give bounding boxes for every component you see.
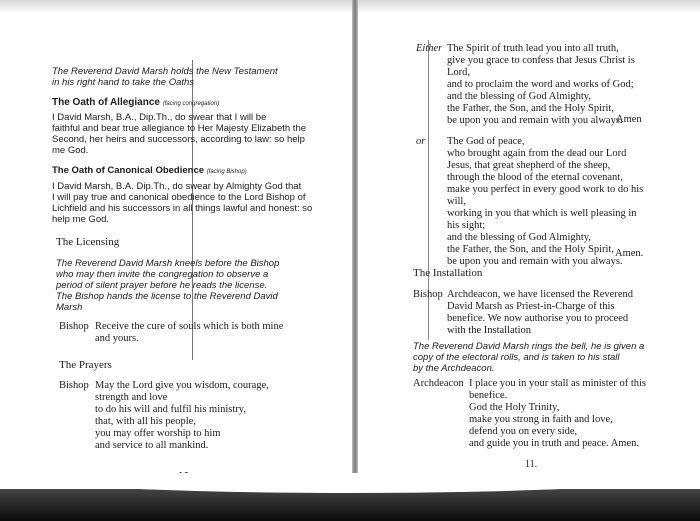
allegiance-line: me God. <box>52 145 89 156</box>
canonical-note: (facing Bishop) <box>206 169 247 175</box>
either-line: The Spirit of truth lead you into all truth, <box>447 43 619 54</box>
or-line: working in you that which is well pleasing in <box>447 208 637 219</box>
either-label: Either <box>416 43 443 54</box>
installation-line: with the Installation <box>447 325 531 336</box>
licensing-speaker: Bishop <box>59 321 89 332</box>
either-line: and the blessing of God Almighty, <box>447 91 591 102</box>
allegiance-heading <box>52 97 219 108</box>
prayers-line: you may offer worship to him <box>95 428 221 439</box>
archdeacon-line: defend you on every side, <box>469 426 578 437</box>
or-line: Jesus, that great shepherd of the sheep, <box>447 160 611 171</box>
allegiance-note: (facing congregation) <box>162 101 220 107</box>
allegiance-line: faithful and bear true allegiance to Her Majesty Elizabeth the <box>52 123 307 134</box>
or-line: through the blood of the eternal covenant, <box>447 172 623 183</box>
prayers-speaker: Bishop <box>59 380 89 391</box>
installation-line: Archdeacon, we have licensed the Reverend <box>447 289 633 300</box>
either-line: the Father, the Son, and the Holy Spirit, <box>447 103 614 114</box>
scan-shadow-top <box>0 0 700 14</box>
archdeacon-speaker: Archdeacon <box>413 378 464 389</box>
either-line: and to proclaim the word and works of God; <box>447 79 634 90</box>
allegiance-line: I David Marsh, B.A., Dip.Th., do swear that I will be <box>52 112 267 123</box>
prayers-heading: The Prayers <box>59 359 112 371</box>
either-line: be upon you and remain with you always. <box>447 115 623 126</box>
prayers-line: and service to all mankind. <box>95 440 209 451</box>
installation-speaker: Bishop <box>413 289 443 300</box>
licensing-rubric-line: The Bishop hands the license to the Reverend David <box>56 291 278 302</box>
or-line: be upon you and remain with you always. <box>447 256 623 267</box>
book-edge-shadow <box>0 489 700 521</box>
intro-line: in his right hand to take the Oaths <box>52 77 195 88</box>
canonical-title: The Oath of Canonical Obedience <box>52 165 205 176</box>
canonical-line: I will pay true and canonical obedience to the Lord Bishop of <box>52 192 306 203</box>
archdeacon-line: benefice. <box>469 390 508 401</box>
canonical-line: I David Marsh, B.A. Dip.Th., do swear by Almighty God that <box>52 181 302 192</box>
archdeacon-line: I place you in your stall as minister of this <box>469 378 647 389</box>
or-line: who brought again from the dead our Lord <box>447 148 627 159</box>
licensing-line: Receive the cure of souls which is both mine <box>95 321 284 332</box>
or-line: The God of peace, <box>447 136 525 147</box>
or-line: make you perfect in every good work to do his <box>447 184 644 195</box>
either-line: Lord, <box>447 67 471 78</box>
installation-rubric-line: by the Archdeacon. <box>413 363 495 374</box>
canonical-line: Lichfield and his successors in all things lawful and honest: so <box>52 203 313 214</box>
licensing-rubric-line: who may then invite the congregation to observe a <box>56 269 269 280</box>
or-label: or <box>416 136 426 147</box>
licensing-rubric-line: Marsh <box>56 302 83 313</box>
allegiance-title: The Oath of Allegiance <box>52 97 160 108</box>
either-line: give you grace to confess that Jesus Christ is <box>447 55 635 66</box>
licensing-heading: The Licensing <box>56 236 120 248</box>
prayers-line: to do his will and fulfil his ministry, <box>95 404 246 415</box>
prayers-line: May the Lord give you wisdom, courage, <box>95 380 269 391</box>
installation-line: David Marsh as Priest-in-Charge of this <box>447 301 615 312</box>
amen-response: Amen. <box>615 248 644 259</box>
or-line: will, <box>447 196 466 207</box>
archdeacon-line: and guide you in truth and peace. Amen. <box>469 438 639 449</box>
licensing-rubric-line: The Reverend David Marsh kneels before the Bishop <box>56 258 280 269</box>
amen-response: Amen <box>616 114 642 125</box>
canonical-line: help me God. <box>52 214 110 225</box>
page-number: 11. <box>525 459 538 470</box>
archdeacon-line: make you strong in faith and love, <box>469 414 613 425</box>
archdeacon-line: God the Holy Trinity, <box>469 402 560 413</box>
installation-rubric-line: The Reverend David Marsh rings the bell, he is given a <box>413 341 645 352</box>
installation-line: benefice. We now authorise you to proceed <box>447 313 629 324</box>
installation-heading: The Installation <box>413 267 483 279</box>
book-spine <box>352 0 358 521</box>
or-line: and the blessing of God Almighty, <box>447 232 591 243</box>
installation-rubric-line: copy of the electoral rolls, and is taken to his stall <box>413 352 620 363</box>
licensing-line: and yours. <box>95 333 139 344</box>
intro-line: The Reverend David Marsh holds the New Testament <box>52 66 278 77</box>
or-line: his sight; <box>447 220 486 231</box>
or-line: the Father, the Son, and the Holy Spirit, <box>447 244 614 255</box>
allegiance-line: Second, her heirs and successors, according to law: so help <box>52 134 305 145</box>
licensing-rubric-line: period of silent prayer before he reads the license. <box>56 280 268 291</box>
prayers-line: strength and love <box>95 392 168 403</box>
prayers-line: that, with all his people, <box>95 416 196 427</box>
canonical-heading <box>52 165 247 176</box>
